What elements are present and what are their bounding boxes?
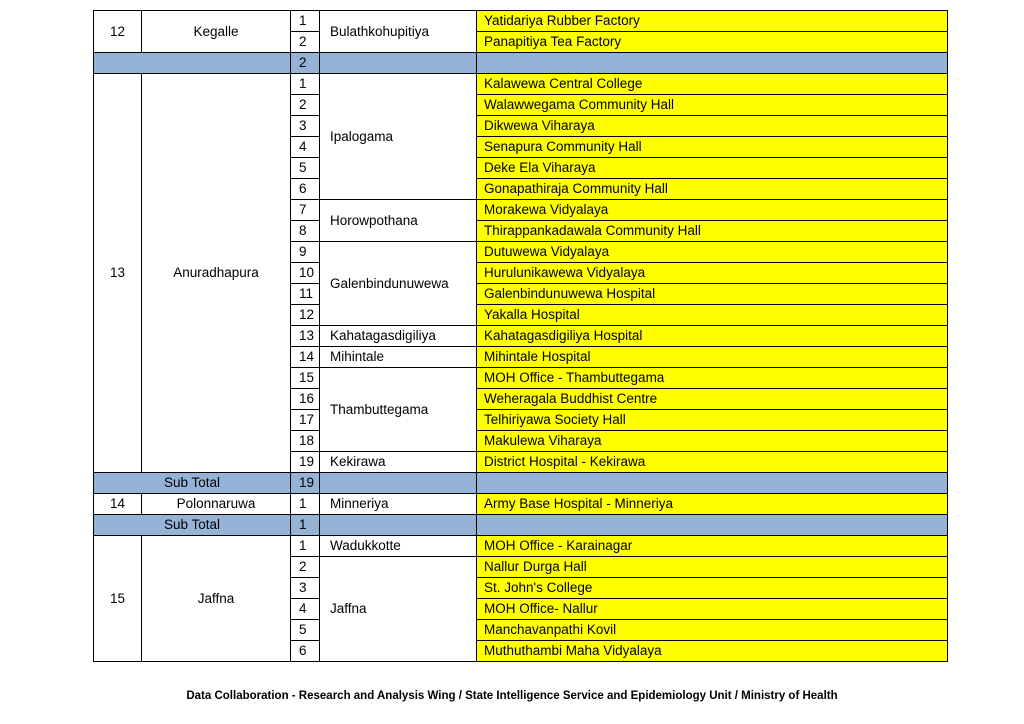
district-name: Polonnaruwa (142, 494, 291, 515)
centre-number: 2 (291, 557, 320, 578)
subtotal-count: 2 (291, 53, 320, 74)
centre-number: 1 (291, 11, 320, 32)
vaccination-centre: Weheragala Buddhist Centre (477, 389, 948, 410)
centre-number: 1 (291, 74, 320, 95)
district-number: 15 (94, 536, 142, 662)
moh-area: Mihintale (320, 347, 477, 368)
vaccination-centre: MOH Office - Karainagar (477, 536, 948, 557)
centre-number: 4 (291, 599, 320, 620)
moh-area: Ipalogama (320, 74, 477, 200)
moh-area: Bulathkohupitiya (320, 11, 477, 53)
moh-area: Jaffna (320, 557, 477, 662)
vaccination-centre: Hurulunikawewa Vidyalaya (477, 263, 948, 284)
vaccination-centre: Dutuwewa Vidyalaya (477, 242, 948, 263)
centre-number: 9 (291, 242, 320, 263)
subtotal-count: 19 (291, 473, 320, 494)
vaccination-centres-table (93, 10, 948, 662)
centre-number: 19 (291, 452, 320, 473)
centre-number: 6 (291, 641, 320, 662)
centre-number: 15 (291, 368, 320, 389)
centre-number: 3 (291, 116, 320, 137)
subtotal-empty-cell (320, 53, 477, 74)
vaccination-centre: St. John's College (477, 578, 948, 599)
centre-number: 12 (291, 305, 320, 326)
moh-area: Kekirawa (320, 452, 477, 473)
vaccination-centre: Senapura Community Hall (477, 137, 948, 158)
page-footer: Data Collaboration - Research and Analysis Wing / State Intelligence Service and Epidemiology Unit / Ministry of Health (186, 690, 838, 702)
vaccination-centre: Dikwewa Viharaya (477, 116, 948, 137)
district-number: 13 (94, 74, 142, 473)
vaccination-centre: MOH Office - Thambuttegama (477, 368, 948, 389)
district-name: Jaffna (142, 536, 291, 662)
subtotal-empty-cell (477, 515, 948, 536)
table-row (94, 74, 948, 95)
subtotal-empty-cell (320, 473, 477, 494)
moh-area: Minneriya (320, 494, 477, 515)
subtotal-empty-cell (320, 515, 477, 536)
subtotal-label (94, 53, 291, 74)
centre-number: 2 (291, 32, 320, 53)
vaccination-centre: Morakewa Vidyalaya (477, 200, 948, 221)
centre-number: 7 (291, 200, 320, 221)
centre-number: 5 (291, 158, 320, 179)
table-row (94, 494, 948, 515)
subtotal-label: Sub Total (94, 515, 291, 536)
centre-number: 11 (291, 284, 320, 305)
centre-number: 1 (291, 536, 320, 557)
centre-number: 4 (291, 137, 320, 158)
moh-area: Thambuttegama (320, 368, 477, 452)
vaccination-centre: Muthuthambi Maha Vidyalaya (477, 641, 948, 662)
table-row (94, 11, 948, 32)
centre-number: 18 (291, 431, 320, 452)
centre-number: 13 (291, 326, 320, 347)
district-name: Kegalle (142, 11, 291, 53)
vaccination-centre: Thirappankadawala Community Hall (477, 221, 948, 242)
district-number: 14 (94, 494, 142, 515)
centre-number: 2 (291, 95, 320, 116)
subtotal-empty-cell (477, 473, 948, 494)
centre-number: 1 (291, 494, 320, 515)
table-row (94, 536, 948, 557)
vaccination-centre: Walawwegama Community Hall (477, 95, 948, 116)
vaccination-centre: Kalawewa Central College (477, 74, 948, 95)
centre-number: 10 (291, 263, 320, 284)
centre-number: 6 (291, 179, 320, 200)
district-name: Anuradhapura (142, 74, 291, 473)
vaccination-centre: Telhiriyawa Society Hall (477, 410, 948, 431)
subtotal-row (94, 53, 948, 74)
centre-number: 3 (291, 578, 320, 599)
centre-number: 17 (291, 410, 320, 431)
subtotal-label: Sub Total (94, 473, 291, 494)
vaccination-centre: Manchavanpathi Kovil (477, 620, 948, 641)
vaccination-centre: District Hospital - Kekirawa (477, 452, 948, 473)
vaccination-centre: Army Base Hospital - Minneriya (477, 494, 948, 515)
district-number: 12 (94, 11, 142, 53)
moh-area: Kahatagasdigiliya (320, 326, 477, 347)
vaccination-centre: Kahatagasdigiliya Hospital (477, 326, 948, 347)
vaccination-centre: Panapitiya Tea Factory (477, 32, 948, 53)
centre-number: 8 (291, 221, 320, 242)
centre-number: 16 (291, 389, 320, 410)
centre-number: 5 (291, 620, 320, 641)
subtotal-row (94, 515, 948, 536)
moh-area: Horowpothana (320, 200, 477, 242)
centre-number: 14 (291, 347, 320, 368)
subtotal-count: 1 (291, 515, 320, 536)
vaccination-centre: Mihintale Hospital (477, 347, 948, 368)
subtotal-empty-cell (477, 53, 948, 74)
vaccination-centre: Makulewa Viharaya (477, 431, 948, 452)
vaccination-centre: Deke Ela Viharaya (477, 158, 948, 179)
vaccination-centre: Yatidariya Rubber Factory (477, 11, 948, 32)
vaccination-centre: Galenbindunuwewa Hospital (477, 284, 948, 305)
moh-area: Wadukkotte (320, 536, 477, 557)
vaccination-centre: Yakalla Hospital (477, 305, 948, 326)
vaccination-centre: Nallur Durga Hall (477, 557, 948, 578)
subtotal-row (94, 473, 948, 494)
vaccination-centre: MOH Office- Nallur (477, 599, 948, 620)
vaccination-centre: Gonapathiraja Community Hall (477, 179, 948, 200)
moh-area: Galenbindunuwewa (320, 242, 477, 326)
